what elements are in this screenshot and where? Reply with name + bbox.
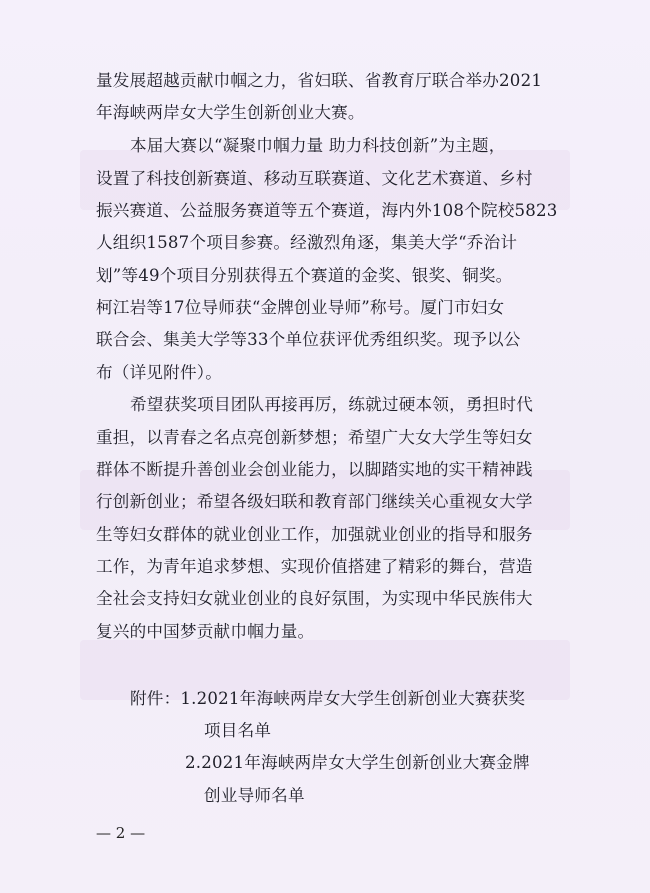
body-text-line: 全社会支持妇女就业创业的良好氛围，为实现中华民族伟大 [96, 589, 533, 608]
page-number: — 2 — [96, 824, 146, 842]
body-text-line: 联合会、集美大学等33个单位获评优秀组织奖。现予以公 [96, 330, 521, 349]
body-text-line: 重担，以青春之名点亮创新梦想；希望广大女大学生等妇女 [96, 428, 533, 447]
body-text-line: 划”等49个项目分别获得五个赛道的金奖、银奖、铜奖。 [96, 266, 513, 285]
body-text-line: 人组织1587个项目参赛。经激烈角逐，集美大学“乔治计 [96, 233, 518, 252]
attachment-item-1-continued: 项目名单 [204, 721, 272, 740]
body-text-line: 生等妇女群体的就业创业工作，加强就业创业的指导和服务 [96, 525, 533, 544]
body-text-line: 年海峡两岸女大学生创新创业大赛。 [96, 103, 365, 122]
body-text-line: 希望获奖项目团队再接再厉，练就过硬本领，勇担时代 [130, 395, 534, 414]
body-text-line: 柯江岩等17位导师获“金牌创业导师”称号。厦门市妇女 [96, 298, 505, 317]
body-text-line: 设置了科技创新赛道、移动互联赛道、文化艺术赛道、乡村 [96, 169, 533, 188]
attachment-item-1: 1.2021年海峡两岸女大学生创新创业大赛获奖 [180, 689, 526, 708]
body-text-line: 量发展超越贡献巾帼之力，省妇联、省教育厅联合举办2021 [96, 71, 543, 90]
body-text-line: 振兴赛道、公益服务赛道等五个赛道，海内外108个院校5823 [96, 201, 558, 220]
attachment-item-2: 2.2021年海峡两岸女大学生创新创业大赛金牌 [185, 753, 530, 772]
body-text-line: 行创新创业；希望各级妇联和教育部门继续关心重视女大学 [96, 492, 533, 511]
body-text-line: 工作，为青年追求梦想、实现价值搭建了精彩的舞台，营造 [96, 557, 533, 576]
attachments-block [130, 687, 570, 711]
body-text-line: 群体不断提升善创业会创业能力，以脚踏实地的实干精神践 [96, 460, 533, 479]
attachments-label: 附件： [130, 689, 181, 708]
body-text-line: 布（详见附件）。 [96, 363, 223, 382]
body-text-line: 本届大赛以“凝聚巾帼力量 助力科技创新”为主题， [130, 136, 506, 155]
attachment-item-2-continued: 创业导师名单 [204, 786, 305, 805]
body-text-line: 复兴的中国梦贡献巾帼力量。 [96, 622, 315, 641]
